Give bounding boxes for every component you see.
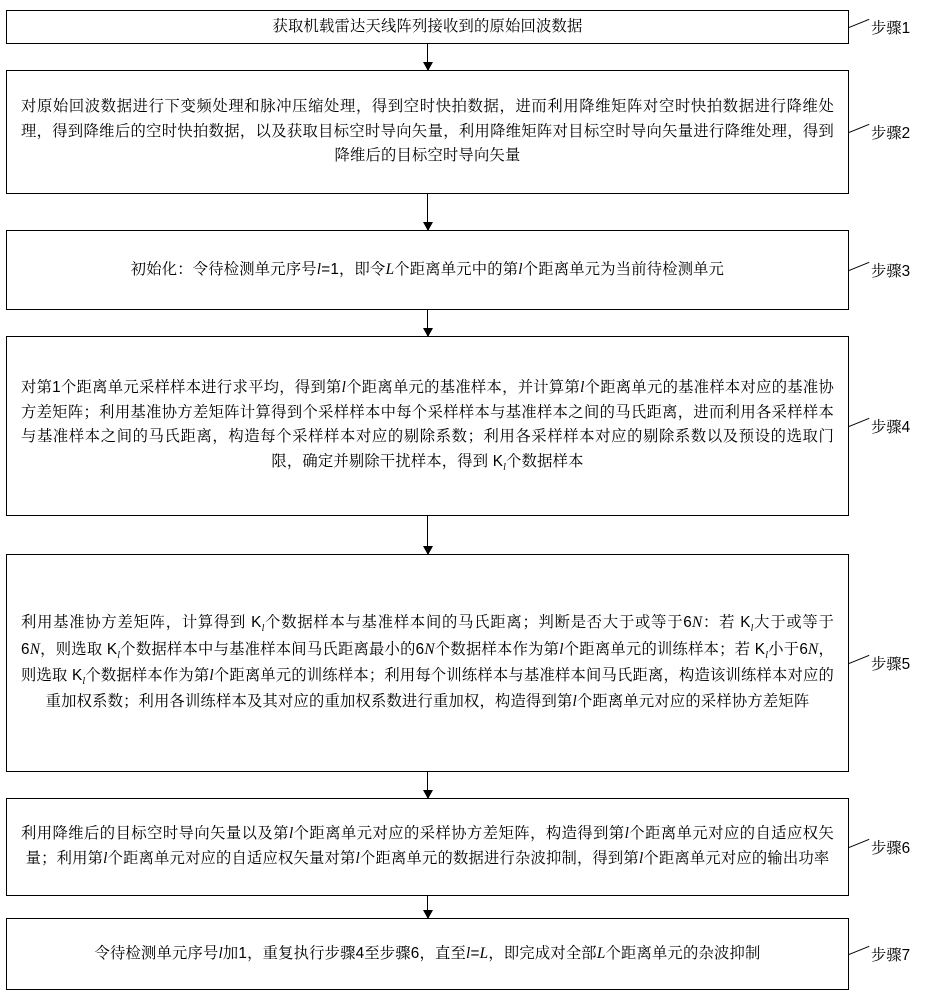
step-box-3 [6, 230, 849, 310]
flow-step-5 [0, 554, 934, 772]
step-label-wrap-6 [849, 798, 934, 896]
step-label-1: 步骤1 [871, 20, 911, 37]
step-text-2: 对原始回波数据进行下变频处理和脉冲压缩处理，得到空时快拍数据，进而利用降维矩阵对空时快拍数据进行降维处理，得到降维后的空时快拍数据，以及获取目标空时导向矢量，利用降维矩阵对目标空时导向矢量进行降维处理，得到降维后的目标空时导向矢量 [21, 97, 834, 165]
flow-step-1 [0, 10, 934, 44]
step-label-5: 步骤5 [871, 656, 911, 673]
leader-line-icon [849, 418, 870, 428]
step-label-wrap-1 [849, 10, 934, 44]
flow-step-4 [0, 336, 934, 516]
step-box-5 [6, 554, 849, 772]
step-text-1: 获取机载雷达天线阵列接收到的原始回波数据 [272, 17, 583, 35]
arrow-6-to-7 [427, 896, 428, 918]
arrow-5-to-6 [427, 772, 428, 798]
leader-line-icon [849, 946, 870, 956]
step-text-4: 对第1个距离单元采样样本进行求平均，得到第l个距离单元的基准样本，并计算第l个距离单元的基准样本对应的基准协方差矩阵；利用基准协方差矩阵计算得到个采样样本中每个采样样本与基准样本之间的马氏距离，进而利用各采样样本与基准样本之间的马氏距离，构造每个采样样本对应的剔除系数；利用各采样样本对应的剔除系数以及预设的选取门限，确定并剔除干扰样本，得到 $K_l$个数据样本 [21, 378, 834, 474]
step-text-3: 初始化：令待检测单元序号l=1，即令L个距离单元中的第l个距离单元为当前待检测单元 [130, 260, 725, 278]
step-label-4: 步骤4 [871, 419, 911, 436]
flow-step-7 [0, 918, 934, 990]
step-box-7 [6, 918, 849, 990]
arrow-1-to-2 [427, 44, 428, 70]
leader-line-icon [849, 839, 870, 849]
arrow-4-to-5 [427, 516, 428, 554]
leader-line-icon [849, 262, 870, 272]
flow-step-6 [0, 798, 934, 896]
step-box-2 [6, 70, 849, 194]
step-text-6: 利用降维后的目标空时导向矢量以及第l个距离单元对应的采样协方差矩阵，构造得到第l个距离单元对应的自适应权矢量；利用第l个距离单元对应的自适应权矢量对第l个距离单元的数据进行杂波抑制，得到第l个距离单元对应的输出功率 [21, 825, 835, 867]
leader-line-icon [849, 124, 870, 134]
step-label-wrap-2 [849, 70, 934, 194]
step-box-4 [6, 336, 849, 516]
leader-line-icon [849, 19, 870, 29]
flow-step-2 [0, 70, 934, 194]
step-label-3: 步骤3 [871, 263, 911, 280]
step-label-2: 步骤2 [871, 125, 911, 142]
step-label-6: 步骤6 [871, 840, 911, 857]
step-text-7: 令待检测单元序号l加1，重复执行步骤4至步骤6，直至l=L，即完成对全部L个距离单元的杂波抑制 [94, 944, 761, 962]
step-label-wrap-4 [849, 336, 934, 516]
arrow-2-to-3 [427, 194, 428, 230]
flow-step-3 [0, 230, 934, 310]
step-box-1 [6, 10, 849, 44]
arrow-3-to-4 [427, 310, 428, 336]
step-label-wrap-3 [849, 230, 934, 310]
step-label-7: 步骤7 [871, 947, 911, 964]
step-text-5: 利用基准协方差矩阵，计算得到 $K_l$个数据样本与基准样本间的马氏距离；判断是否大于或等于6N：若 $K_l$大于或等于6N，则选取 $K_l$个数据样本中与基准样本间马氏距离最小的6N个数据样本作为第l个距离单元的训练样本；若 $K_l$小于6N，则选取 $K_l$个数据样本作为第l个距离单元的训练样本；利用每个训练样本与基准样本间马氏距离，构造该训练样本对应的重加权系数；利用各训练样本及其对应的重加权系数进行重加权，构造得到第l个距离单元对应的采样协方差矩阵 [21, 614, 834, 710]
leader-line-icon [849, 655, 870, 665]
step-label-wrap-7 [849, 918, 934, 990]
step-box-6 [6, 798, 849, 896]
step-label-wrap-5 [849, 554, 934, 772]
